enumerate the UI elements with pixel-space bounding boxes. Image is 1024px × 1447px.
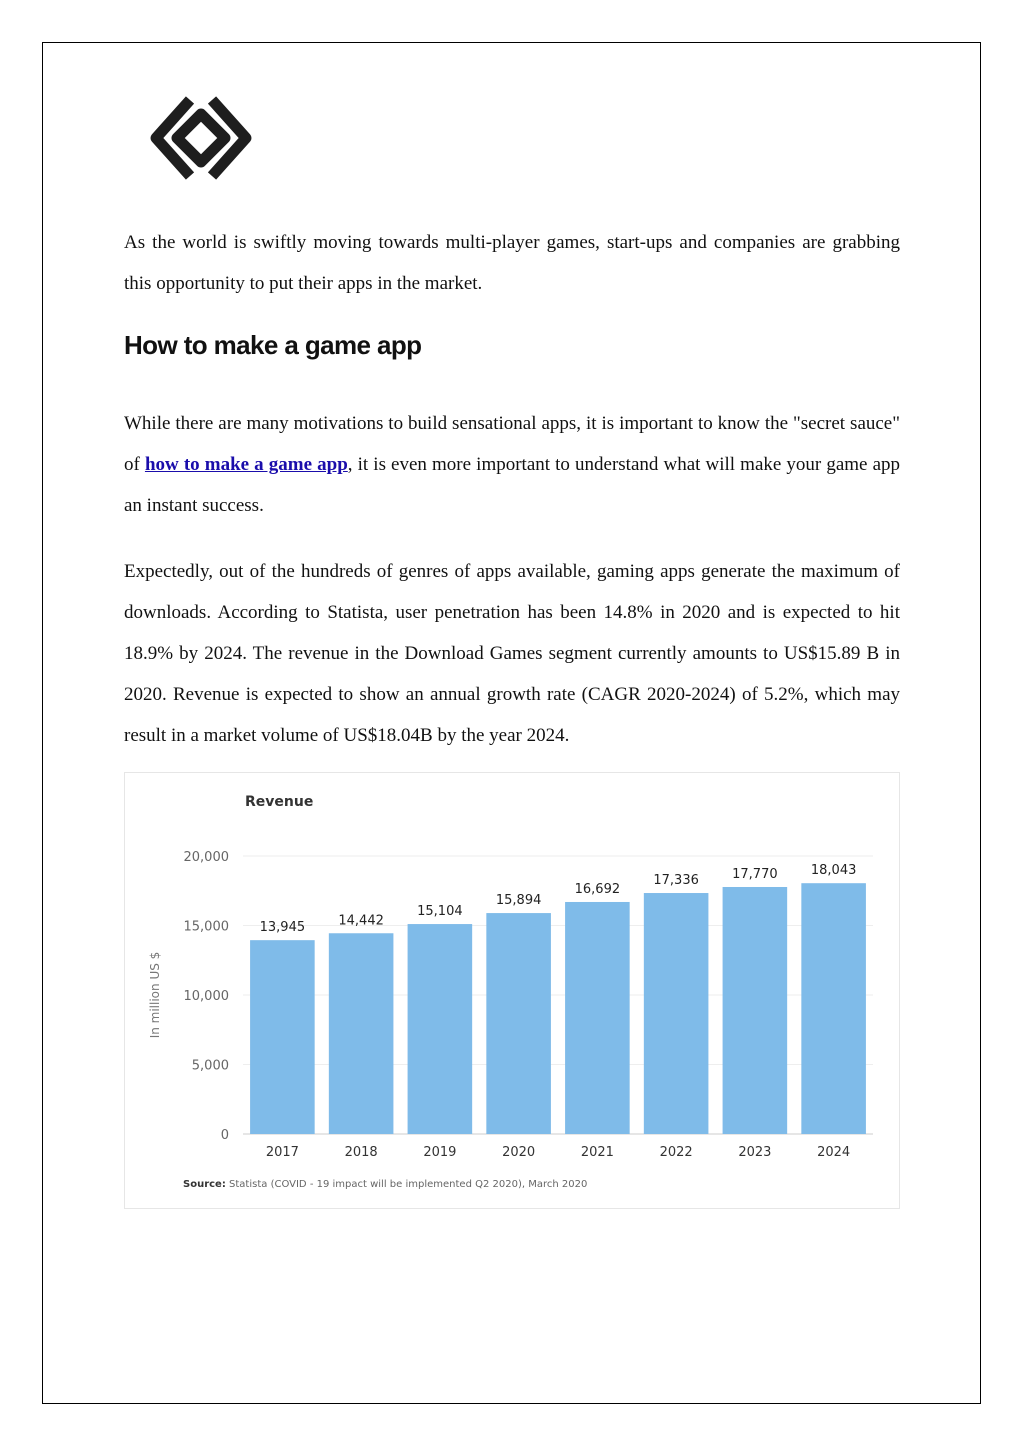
bar (486, 913, 551, 1134)
section-heading: How to make a game app (124, 330, 422, 360)
y-tick-label: 20,000 (183, 850, 229, 865)
x-tick-label: 2019 (423, 1145, 457, 1160)
chart-source (183, 1179, 587, 1190)
chart-plot (125, 773, 901, 1210)
y-tick-label: 10,000 (183, 989, 229, 1004)
bar-value-label: 15,894 (495, 893, 542, 909)
bar (565, 902, 630, 1134)
bar-value-label: 16,692 (574, 881, 621, 897)
x-tick-label: 2020 (502, 1145, 536, 1160)
x-tick-label: 2018 (344, 1145, 378, 1160)
bar-value-label: 17,336 (653, 873, 699, 889)
x-tick-label: 2022 (659, 1145, 693, 1160)
chart-source-label: Source: (183, 1179, 226, 1190)
how-to-make-game-app-link[interactable]: how to make a game app (144, 454, 348, 475)
bar (408, 924, 473, 1134)
chart-title: Revenue (245, 794, 314, 810)
bar-value-label: 14,442 (338, 913, 384, 929)
y-tick-label: 0 (220, 1128, 229, 1143)
bar (250, 940, 315, 1134)
paragraph-secret-sauce (124, 403, 900, 526)
bar (723, 887, 788, 1134)
paragraph-text-before-link: While there are many motivations to build sensational apps, it is important to know the "secret sauce" of (124, 413, 900, 475)
bar-value-label: 13,945 (259, 920, 306, 936)
bar-value-label: 18,043 (810, 863, 857, 879)
bar (329, 933, 394, 1134)
paragraph-statistics: Expectedly, out of the hundreds of genres of apps available, gaming apps generate the maximum of downloads. According to Statista, user penetration has been 14.8% in 2020 and is expected to hit 18.9% by 2024. The revenue in the Download Games segment currently amounts to US$15.89 B in 2020. Revenue is expected to show an annual growth rate (CAGR 2020-2024) of 5.2%, which may result in a market volume of US$18.04B by the year 2024. (124, 561, 900, 746)
y-tick-label: 5,000 (191, 1058, 229, 1074)
x-tick-label: 2017 (265, 1145, 299, 1160)
company-logo (150, 94, 252, 182)
bar-value-label: 15,104 (417, 904, 463, 920)
x-tick-label: 2023 (738, 1145, 772, 1160)
revenue-chart (124, 772, 900, 1209)
logo-mark (150, 94, 252, 182)
chart-source-text: Statista (COVID - 19 impact will be implemented Q2 2020), March 2020 (229, 1179, 588, 1190)
y-tick-label: 15,000 (183, 919, 229, 935)
bar-value-label: 17,770 (732, 866, 778, 882)
x-tick-label: 2021 (580, 1145, 614, 1160)
bar (801, 883, 866, 1134)
bar (644, 893, 709, 1134)
intro-paragraph: As the world is swiftly moving towards multi-player games, start-ups and companies are grabbing this opportunity to put their apps in the market. (124, 232, 900, 294)
y-axis-label: In million US $ (148, 951, 162, 1039)
x-tick-label: 2024 (817, 1145, 851, 1160)
paragraph-text-after-link: , it is even more important to understand what will make your game app an instant success. (124, 454, 901, 516)
